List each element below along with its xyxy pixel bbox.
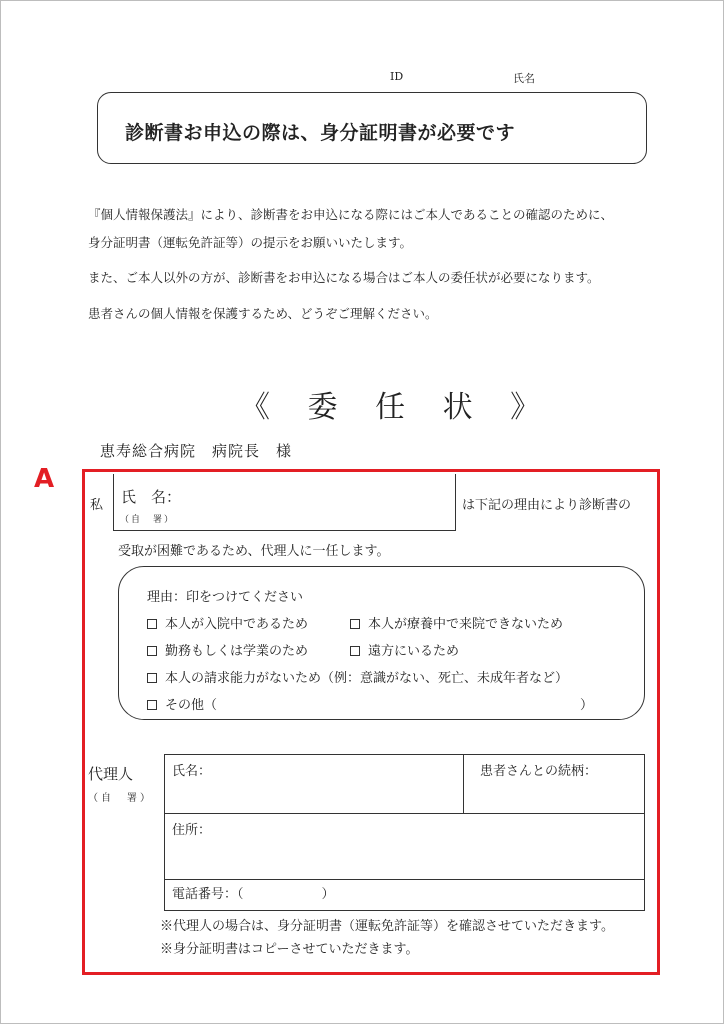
table-divider [164,813,645,814]
paragraph-id-request: 身分証明書（運転免許証等）の提示をお願いいたします。 [88,235,413,250]
table-divider [463,754,464,813]
principal-self-sign: （自 署） [120,515,176,525]
power-of-attorney-title: 《 委 任 状 》 [240,390,555,425]
addressee: 恵寿総合病院 病院長 様 [100,442,293,460]
reason-far-away[interactable]: 遠方にいるため [350,640,459,659]
agent-address-field[interactable]: 住所： [172,823,212,838]
agent-relation-field[interactable]: 患者さんとの続柄： [480,764,598,779]
reason-inpatient[interactable]: 本人が入院中であるため [147,613,308,632]
checkbox[interactable] [147,646,157,656]
note-id-copy: ※身分証明書はコピーさせていただきます。 [160,942,419,957]
reason-recuperating[interactable]: 本人が療養中で来院できないため [350,613,563,632]
agent-self-sign: （自 署） [88,793,153,804]
paragraph-privacy-law: 『個人情報保護法』により、診断書をお申込になる際にはご本人であることの確認のために、 [88,207,614,222]
checkbox[interactable] [350,646,360,656]
name-label: 氏名 [513,72,535,85]
checkbox[interactable] [350,619,360,629]
agent-name-field[interactable]: 氏名： [172,764,212,779]
agent-label: 代理人 [88,765,134,783]
checkbox[interactable] [147,673,157,683]
reason-trail-text: は下記の理由により診断書の [462,498,632,513]
paragraph-proxy-note: また、ご本人以外の方が、診断書をお申込になる場合はご本人の委任状が必要になります。 [88,270,600,285]
reason-other-close: ） [580,698,594,713]
reason-other[interactable]: その他（ [147,694,217,713]
reason-work-school[interactable]: 勤務もしくは学業のため [147,640,308,659]
id-label: ID [390,70,404,83]
note-id-check: ※代理人の場合は、身分証明書（運転免許証等）を確認させていただきます。 [160,919,614,934]
notice-title: 診断書お申込の際は、身分証明書が必要です [125,122,516,144]
reason-incapable[interactable]: 本人の請求能力がないため（例：意識がない、死亡、未成年者など） [147,667,568,686]
checkbox[interactable] [147,700,157,710]
reason-header: 理由：印をつけてください [147,590,304,605]
watashi-label: 私 [90,498,104,513]
principal-name-label: 氏 名： [121,488,182,506]
agent-phone-field[interactable]: 電話番号：（ ） [172,887,335,902]
delegation-text: 受取が困難であるため、代理人に一任します。 [118,544,390,559]
table-divider [164,879,645,880]
section-a-marker: A [34,464,55,494]
paragraph-understanding: 患者さんの個人情報を保護するため、どうぞご理解ください。 [88,306,438,321]
checkbox[interactable] [147,619,157,629]
